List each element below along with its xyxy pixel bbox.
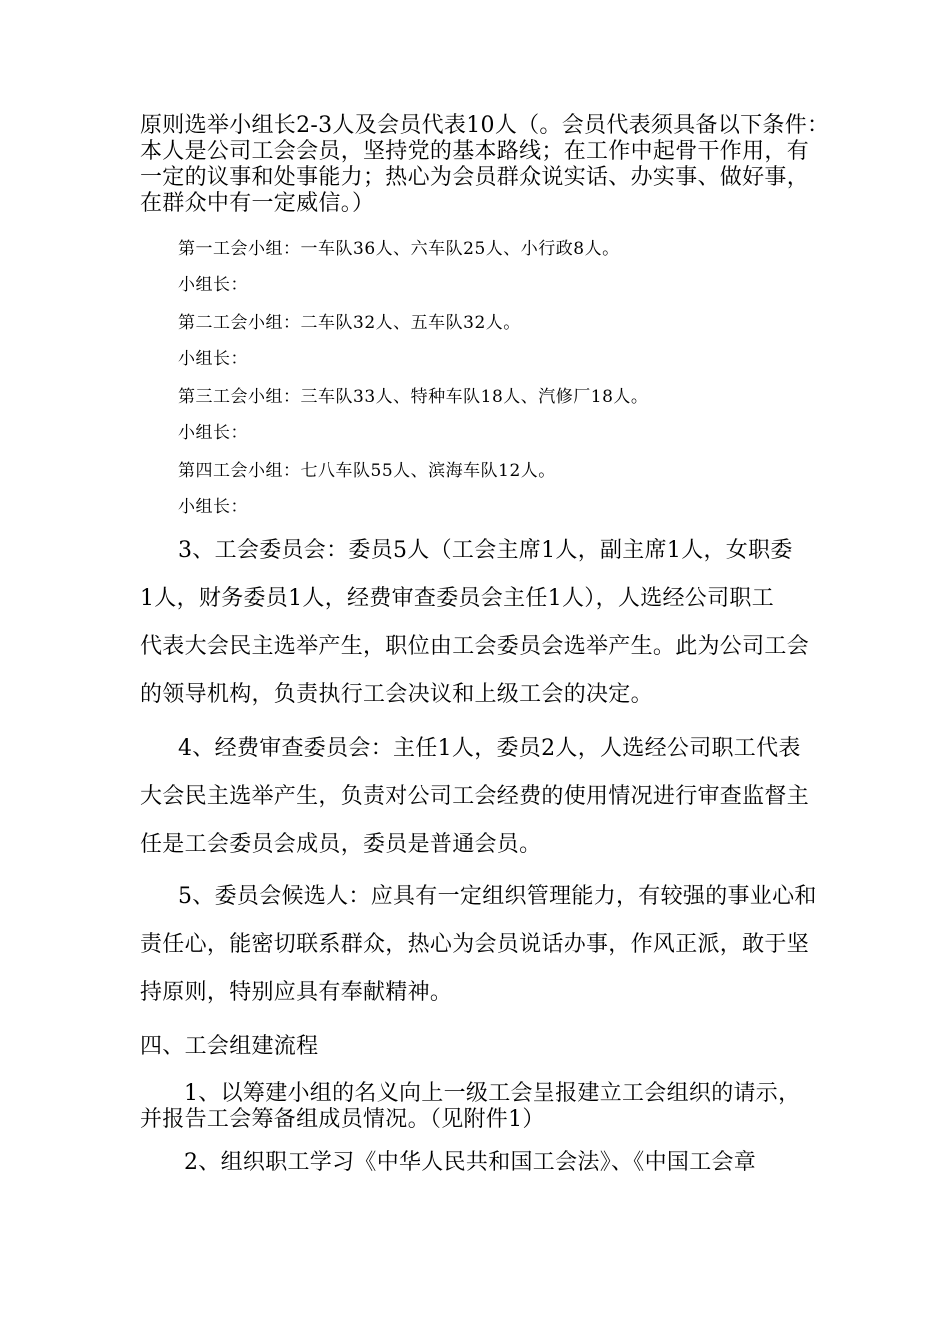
group-line-2: 第二工会小组：二车队32人、五车队32人。: [178, 313, 521, 333]
item3-line-4: 的领导机构，负责执行工会决议和上级工会的决定。: [140, 682, 653, 707]
item4-line-1: 4、经费审查委员会：主任1人，委员2人，人选经公司职工代表: [178, 736, 801, 761]
group-line-1: 第一工会小组：一车队36人、六车队25人、小行政8人。: [178, 239, 620, 259]
item3-line-2: 1人，财务委员1人，经费审查委员会主任1人），人选经公司职工: [140, 586, 774, 611]
item4-line-3: 任是工会委员会成员，委员是普通会员。: [140, 832, 542, 857]
intro-line-1: 原则选举小组长2-3人及会员代表10人（。会员代表须具备以下条件：: [140, 113, 830, 138]
group-leader-4: 小组长：: [178, 497, 248, 517]
group-leader-3: 小组长：: [178, 423, 248, 443]
section-heading: 四、工会组建流程: [140, 1034, 319, 1059]
item3-line-1: 3、工会委员会：委员5人（工会主席1人，副主席1人，女职委: [178, 538, 793, 563]
step1-line-2: 并报告工会筹备组成员情况。（见附件1）: [140, 1107, 545, 1132]
intro-line-3: 一定的议事和处事能力；热心为会员群众说实话、办实事、做好事，: [140, 165, 810, 190]
intro-line-4: 在群众中有一定威信。）: [140, 191, 375, 216]
intro-line-2: 本人是公司工会会员，坚持党的基本路线；在工作中起骨干作用，有: [140, 139, 810, 164]
group-leader-2: 小组长：: [178, 349, 248, 369]
step2-line-1: 2、组织职工学习《中华人民共和国工会法》、《中国工会章: [184, 1150, 757, 1175]
group-line-4: 第四工会小组：七八车队55人、滨海车队12人。: [178, 461, 556, 481]
item3-line-3: 代表大会民主选举产生，职位由工会委员会选举产生。此为公司工会: [140, 634, 810, 659]
step1-line-1: 1、以筹建小组的名义向上一级工会呈报建立工会组织的请示，: [184, 1081, 801, 1106]
item4-line-2: 大会民主选举产生，负责对公司工会经费的使用情况进行审查监督主: [140, 784, 810, 809]
item5-line-3: 持原则，特别应具有奉献精神。: [140, 980, 453, 1005]
group-leader-1: 小组长：: [178, 275, 248, 295]
item5-line-1: 5、委员会候选人：应具有一定组织管理能力，有较强的事业心和: [178, 884, 817, 909]
group-line-3: 第三工会小组：三车队33人、特种车队18人、汽修厂18人。: [178, 387, 649, 407]
item5-line-2: 责任心，能密切联系群众，热心为会员说话办事，作风正派，敢于坚: [140, 932, 810, 957]
